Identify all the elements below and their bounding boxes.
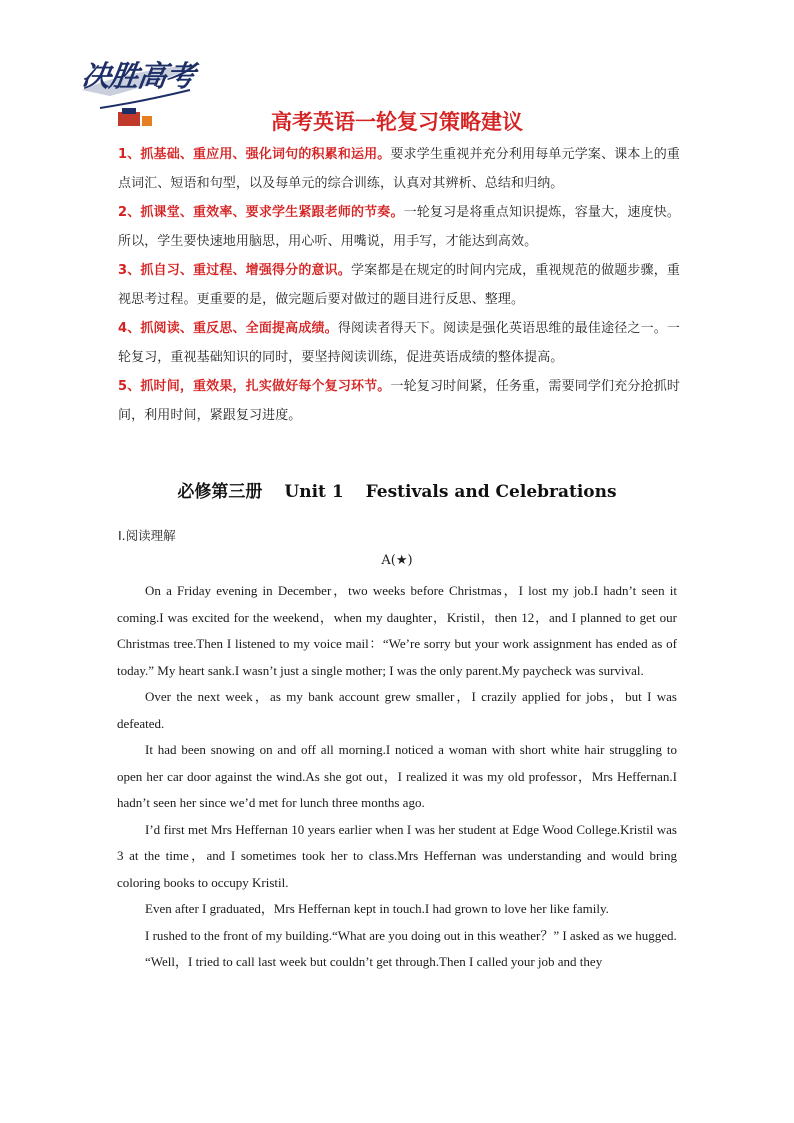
tip-item [118, 140, 680, 198]
tips-list [118, 140, 680, 430]
tip-lead: 1、抓基础、重应用、强化词句的积累和运用。 [118, 147, 391, 162]
passage-paragraph: “Well，I tried to call last week but couldn’t get through.Then I called your job and they [145, 954, 603, 969]
tip-item [118, 256, 680, 314]
tip-lead: 2、抓课堂、重效率、要求学生紧跟老师的节奏。 [118, 205, 404, 220]
tip-body: 一轮复习时间紧，任务重，需要同学们充分抢抓时间，利用时间，紧跟复习进度。 [118, 379, 680, 423]
logo-text: 决胜高考 [79, 59, 197, 93]
passage-paragraph: Even after I graduated，Mrs Heffernan kept in touch.I had grown to love her like family. [145, 901, 609, 916]
passage-paragraph: On a Friday evening in December，two weeks before Christmas，I lost my job.I hadn’t seen it coming.I was excited for the weekend，when my daughter，Kristil，then 12，and I planned to get our Christmas tree.Then I listened to my voice mail：“We’re sorry but your work assignment has ended as of today.” My heart sank.I wasn’t just a single mother; I was the only parent.My paycheck was survival. [117, 583, 677, 678]
unit-number: Unit 1 [284, 482, 344, 502]
reading-passage [117, 578, 677, 976]
tip-lead: 5、抓时间，重效果，扎实做好每个复习环节。 [118, 379, 391, 394]
tip-body: 得阅读者得天下。阅读是强化英语思维的最佳途径之一。一轮复习，重视基础知识的同时，要坚持阅读训练，促进英语成绩的整体提高。 [118, 321, 681, 365]
tip-item [118, 372, 680, 430]
passage-paragraph: Over the next week，as my bank account grew smaller，I crazily applied for jobs，but I was defeated. [117, 689, 677, 731]
tip-lead: 4、抓阅读、重反思、全面提高成绩。 [118, 321, 338, 336]
passage-paragraph: It had been snowing on and off all morning.I noticed a woman with short white hair struggling to open her car door against the wind.As she got out，I realized it was my old professor，Mrs Heffernan.I hadn’t seen her since we’d met for lunch three months ago. [117, 742, 677, 810]
passage-paragraph: I rushed to the front of my building.“What are you doing out in this weather？” I asked as we hugged. [145, 927, 677, 943]
tip-item [118, 198, 680, 256]
page-title: 高考英语一轮复习策略建议 [271, 110, 523, 134]
tip-body: 学案都是在规定的时间内完成，重视规范的做题步骤，重视思考过程。更重要的是，做完题后要对做过的题目进行反思、整理。 [118, 263, 680, 307]
tip-item [118, 314, 680, 372]
tip-body: 要求学生重视并充分利用每单元学案、课本上的重点词汇、短语和句型，以及每单元的综合训练，认真对其辨析、总结和归纳。 [118, 147, 680, 191]
unit-book: 必修第三册 [177, 482, 263, 502]
passage-paragraph: I’d first met Mrs Heffernan 10 years earlier when I was her student at Edge Wood College.Kristil was 3 at the time，and I sometimes took her to class.Mrs Heffernan was understanding and would bring coloring books to occupy Kristil. [117, 821, 677, 890]
section-label: Ⅰ.阅读理解 [118, 528, 176, 543]
unit-heading [0, 477, 794, 502]
tip-lead: 3、抓自习、重过程、增强得分的意识。 [118, 263, 351, 278]
unit-name: Festivals and Celebrations [365, 482, 617, 502]
tip-body: 一轮复习是将重点知识提炼，容量大，速度快。所以，学生要快速地用脑思，用心听、用嘴说，用手写，才能达到高效。 [118, 205, 680, 249]
part-label: A(★) [381, 553, 413, 568]
